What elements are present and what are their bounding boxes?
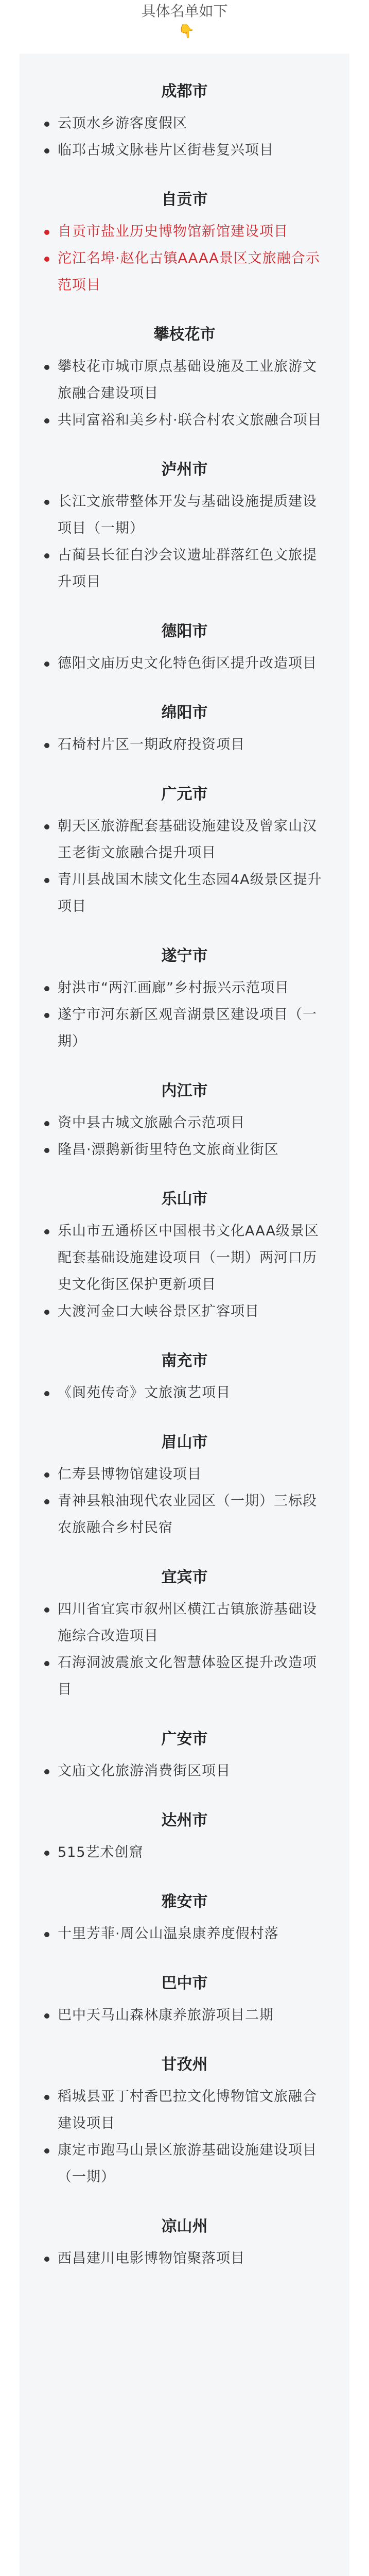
project-list — [40, 2002, 329, 2029]
project-item: 德阳文庙历史文化特色街区提升改造项目 — [40, 650, 329, 677]
project-item: 文庙文化旅游消费街区项目 — [40, 1758, 329, 1785]
city-name: 甘孜州 — [161, 2056, 208, 2074]
city-name: 成都市 — [161, 82, 208, 100]
city-section — [40, 1556, 329, 1703]
project-item: 共同富裕和美乡村·联合村农文旅融合项目 — [40, 407, 329, 434]
city-section — [40, 178, 329, 299]
city-name: 凉山州 — [161, 2217, 208, 2235]
project-item: 遂宁市河东新区观音湖景区建设项目（一期） — [40, 1002, 329, 1055]
city-section — [40, 691, 329, 758]
city-section — [40, 1880, 329, 1947]
project-item: 隆昌·漂鹅新街里特色文旅商业街区 — [40, 1137, 329, 1163]
project-item: 石海洞波震旅文化智慧体验区提升改造项目 — [40, 1650, 329, 1703]
city-name: 南充市 — [161, 1352, 208, 1370]
project-list — [40, 1921, 329, 1947]
city-name: 绵阳市 — [161, 704, 208, 722]
project-item: 四川省宜宾市叙州区横江古镇旅游基础设施综合改造项目 — [40, 1596, 329, 1650]
project-item: 《阆苑传奇》文旅演艺项目 — [40, 1380, 329, 1406]
city-section — [40, 1421, 329, 1541]
project-list — [40, 1380, 329, 1406]
project-item: 515艺术创窟 — [40, 1839, 329, 1866]
project-item: 康定市跑马山景区旅游基础设施建设项目（一期） — [40, 2137, 329, 2191]
project-item: 仁寿县博物馆建设项目 — [40, 1461, 329, 1488]
project-item: 临邛古城文脉巷片区街巷复兴项目 — [40, 137, 329, 164]
project-item: 西昌建川电影博物馆聚落项目 — [40, 2245, 329, 2272]
project-list — [40, 813, 329, 920]
city-section — [40, 448, 329, 596]
project-list — [40, 110, 329, 164]
project-item: 自贡市盐业历史博物馆新馆建设项目 — [40, 218, 329, 245]
project-list — [40, 1461, 329, 1541]
city-name: 乐山市 — [161, 1190, 208, 1208]
city-name: 攀枝花市 — [153, 326, 216, 344]
city-name: 自贡市 — [161, 191, 208, 209]
project-item: 稻城县亚丁村香巴拉文化博物馆文旅融合建设项目 — [40, 2083, 329, 2137]
intro-text: 具体名单如下 — [141, 3, 228, 20]
city-section — [40, 1799, 329, 1866]
project-item: 青神县粮油现代农业园区（一期）三标段农旅融合乡村民宿 — [40, 1488, 329, 1541]
project-list — [40, 218, 329, 299]
project-item: 古蔺县长征白沙会议遗址群落红色文旅提升项目 — [40, 542, 329, 596]
city-section — [40, 1070, 329, 1163]
city-section — [40, 2043, 329, 2191]
project-item: 乐山市五通桥区中国根书文化AAA级景区配套基础设施建设项目（一期）两河口历史文化街区保护更新项目 — [40, 1218, 329, 1298]
list-card — [20, 54, 349, 2576]
pointing-down-icon: 👇 — [178, 24, 195, 39]
project-item: 长江文旅带整体开发与基础设施提质建设项目（一期） — [40, 488, 329, 542]
city-section — [40, 610, 329, 677]
city-name: 雅安市 — [161, 1893, 208, 1911]
project-item: 大渡河金口大峡谷景区扩容项目 — [40, 1298, 329, 1325]
city-section — [40, 70, 329, 164]
project-item: 巴中天马山森林康养旅游项目二期 — [40, 2002, 329, 2029]
city-section — [40, 1178, 329, 1325]
project-item: 资中县古城文旅融合示范项目 — [40, 1110, 329, 1137]
project-list — [40, 488, 329, 596]
project-list — [40, 1839, 329, 1866]
project-item: 石椅村片区一期政府投资项目 — [40, 732, 329, 758]
project-list — [40, 732, 329, 758]
project-item: 青川县战国木牍文化生态园4A级景区提升项目 — [40, 867, 329, 920]
city-name: 广安市 — [161, 1730, 208, 1748]
city-section — [40, 935, 329, 1055]
city-name: 达州市 — [161, 1811, 208, 1829]
project-list — [40, 1218, 329, 1325]
project-list — [40, 2083, 329, 2191]
project-item: 云顶水乡游客度假区 — [40, 110, 329, 137]
city-name: 眉山市 — [161, 1433, 208, 1451]
project-item: 朝天区旅游配套基础设施建设及曾家山汉王老街文旅融合提升项目 — [40, 813, 329, 867]
city-section — [40, 1340, 329, 1406]
project-list — [40, 1596, 329, 1703]
city-name: 宜宾市 — [161, 1568, 208, 1586]
project-list — [40, 353, 329, 434]
project-list — [40, 975, 329, 1055]
project-item: 十里芳菲·周公山温泉康养度假村落 — [40, 1921, 329, 1947]
city-section — [40, 2205, 329, 2272]
city-name: 内江市 — [161, 1082, 208, 1100]
city-name: 德阳市 — [161, 622, 208, 640]
project-list — [40, 1110, 329, 1163]
project-list — [40, 1758, 329, 1785]
project-item: 射洪市“两江画廊”乡村振兴示范项目 — [40, 975, 329, 1002]
city-section — [40, 1718, 329, 1785]
city-name: 广元市 — [161, 785, 208, 803]
city-section — [40, 773, 329, 920]
project-list — [40, 2245, 329, 2272]
project-list — [40, 650, 329, 677]
project-item: 攀枝花市城市原点基础设施及工业旅游文旅融合建设项目 — [40, 353, 329, 407]
city-name: 巴中市 — [161, 1974, 208, 1992]
city-section — [40, 313, 329, 434]
project-item: 沱江名埠·赵化古镇AAAA景区文旅融合示范项目 — [40, 245, 329, 299]
city-name: 遂宁市 — [161, 947, 208, 965]
city-name: 泸州市 — [161, 461, 208, 479]
city-section — [40, 1962, 329, 2029]
